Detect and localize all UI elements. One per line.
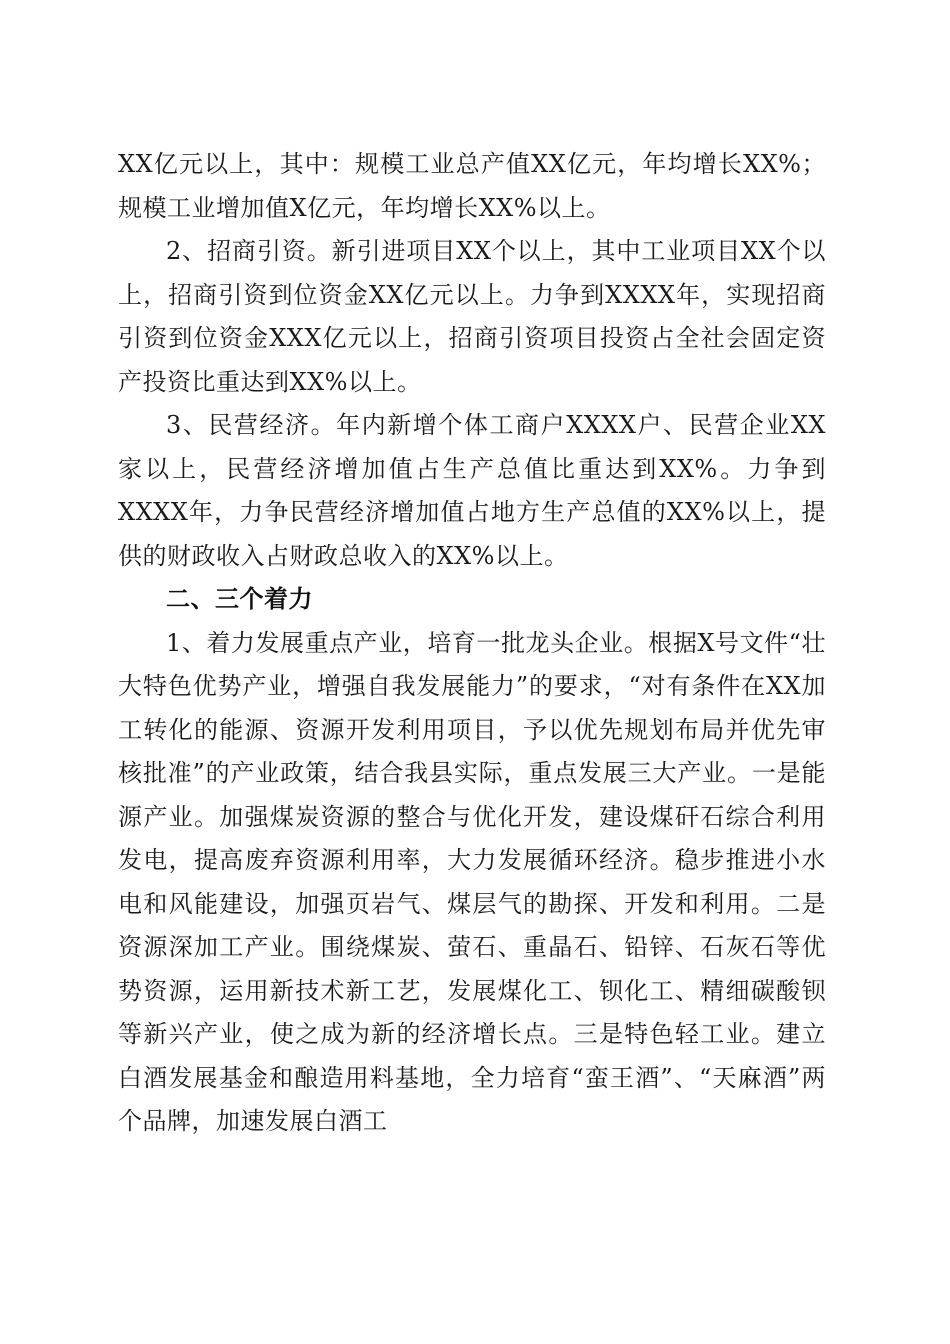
section-heading: 二、三个着力 (166, 585, 313, 613)
paragraph-output-targets: XX亿元以上，其中：规模工业总产值XX亿元，年均增长XX%；规模工业增加值X亿元，年均增长XX%以上。 (118, 150, 826, 222)
paragraph-investment-attraction: 2、招商引资。新引进项目XX个以上，其中工业项目XX个以上，招商引资到位资金XX亿元以上。力争到XXXX年，实现招商引资到位资金XXX亿元以上，招商引资项目投资占全社会固定资产投资比重达到XX%以上。 (118, 237, 826, 396)
document-body (118, 143, 826, 1144)
paragraph-key-industries: 1、着力发展重点产业，培育一批龙头企业。根据X号文件“壮大特色优势产业，增强自我发展能力”的要求，“对有条件在XX加工转化的能源、资源开发利用项目，予以优先规划布局并优先审核批准”的产业政策，结合我县实际，重点发展三大产业。一是能源产业。加强煤炭资源的整合与优化开发，建设煤矸石综合利用发电，提高废弃资源利用率，大力发展循环经济。稳步推进小水电和风能建设，加强页岩气、煤层气的勘探、开发和利用。二是资源深加工产业。围绕煤炭、萤石、重晶石、铅锌、石灰石等优势资源，运用新技术新工艺，发展煤化工、钡化工、精细碳酸钡等新兴产业，使之成为新的经济增长点。三是特色轻工业。建立白酒发展基金和酿造用料基地，全力培育“蛮王酒”、“天麻酒”两个品牌，加速发展白酒工 (118, 628, 826, 1135)
paragraph-private-economy: 3、民营经济。年内新增个体工商户XXXX户、民营企业XX家以上，民营经济增加值占生产总值比重达到XX%。力争到XXXX年，力争民营经济增加值占地方生产总值的XX%以上，提供的财政收入占财政总收入的XX%以上。 (118, 411, 826, 570)
